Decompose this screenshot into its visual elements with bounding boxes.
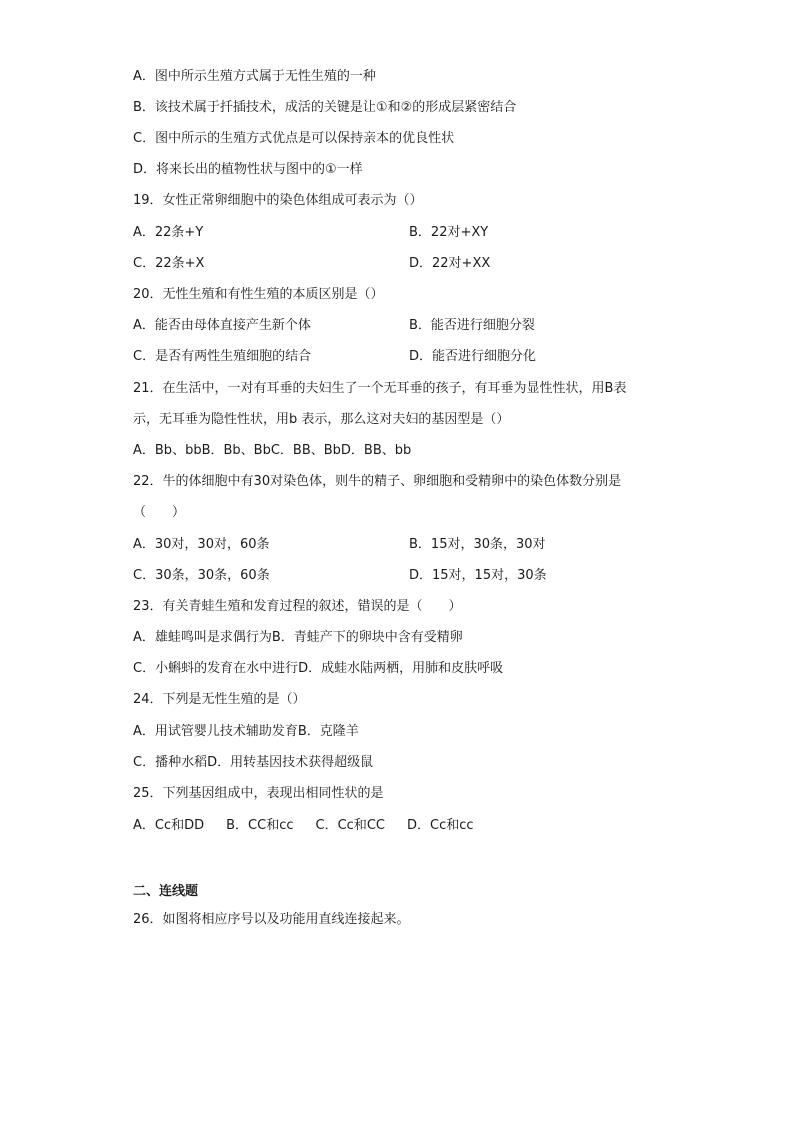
q19-stem: 19．女性正常卵细胞中的染色体组成可表示为（） — [133, 193, 423, 208]
q18-option-d: D．将来长出的植物性状与图中的①一样 — [133, 162, 363, 177]
q23-options-line1: A．雄蛙鸣叫是求偶行为B．青蛙产下的卵块中含有受精卵 — [133, 630, 463, 645]
q20-option-b: B．能否进行细胞分裂 — [409, 318, 535, 333]
q25-option-c: C．Cc和CC — [315, 818, 385, 833]
q21-stem-line2: 示，无耳垂为隐性性状，用b 表示，那么这对夫妇的基因型是（） — [133, 412, 510, 427]
q24-stem: 24．下列是无性生殖的是（） — [133, 692, 306, 707]
q25-option-a: A．Cc和DD — [133, 818, 205, 833]
q26-stem: 26．如图将相应序号以及功能用直线连接起来。 — [133, 912, 410, 927]
q19-options-row2 — [133, 255, 673, 273]
q22-stem-line1: 22．牛的体细胞中有30对染色体，则牛的精子、卵细胞和受精卵中的染色体数分别是 — [133, 474, 622, 489]
q20-stem: 20．无性生殖和有性生殖的本质区别是（） — [133, 287, 384, 302]
q25-options — [133, 817, 673, 835]
q23-stem: 23．有关青蛙生殖和发育过程的叙述，错误的是（ ） — [133, 599, 462, 614]
q24-options-line1: A．用试管婴儿技术辅助发育B．克隆羊 — [133, 724, 359, 739]
q18-option-c: C．图中所示的生殖方式优点是可以保持亲本的优良性状 — [133, 131, 455, 146]
q19-option-a: A．22条+Y — [133, 225, 204, 240]
q19-option-d: D．22对+XX — [409, 256, 491, 271]
q20-option-c: C．是否有两性生殖细胞的结合 — [133, 349, 312, 364]
q22-options-row2 — [133, 567, 673, 585]
q25-option-d: D．Cc和cc — [406, 818, 474, 833]
q20-option-d: D．能否进行细胞分化 — [409, 349, 537, 364]
q25-option-b: B．CC和cc — [226, 818, 294, 833]
q24-options-line2: C．播种水稻D．用转基因技术获得超级鼠 — [133, 755, 374, 770]
q21-stem-line1: 21．在生活中，一对有耳垂的夫妇生了一个无耳垂的孩子，有耳垂为显性性状，用B表 — [133, 381, 627, 396]
q25-stem: 25．下列基因组成中，表现出相同性状的是 — [133, 786, 384, 801]
q23-options-line2: C．小蝌蚪的发育在水中进行D．成蛙水陆两栖，用肺和皮肤呼吸 — [133, 661, 504, 676]
section-title: 二、连线题 — [133, 884, 199, 899]
q18-option-a: A．图中所示生殖方式属于无性生殖的一种 — [133, 69, 376, 84]
q22-option-c: C．30条，30条，60条 — [133, 568, 270, 583]
q18-option-b: B．该技术属于扦插技术，成活的关键是让①和②的形成层紧密结合 — [133, 100, 517, 115]
q20-options-row2 — [133, 348, 673, 366]
q19-option-b: B．22对+XY — [409, 225, 489, 240]
q19-option-c: C．22条+X — [133, 256, 205, 271]
q19-options-row1 — [133, 224, 673, 242]
q20-options-row1 — [133, 317, 673, 335]
q20-option-a: A．能否由母体直接产生新个体 — [133, 318, 311, 333]
q22-option-b: B．15对，30条，30对 — [409, 537, 546, 552]
q22-option-a: A．30对，30对，60条 — [133, 537, 270, 552]
q22-stem-line2: （ ） — [133, 505, 186, 520]
q21-options: A．Bb、bbB．Bb、BbC．BB、BbD．BB、bb — [133, 443, 412, 458]
q22-options-row1 — [133, 536, 673, 554]
q22-option-d: D．15对，15对，30条 — [409, 568, 547, 583]
